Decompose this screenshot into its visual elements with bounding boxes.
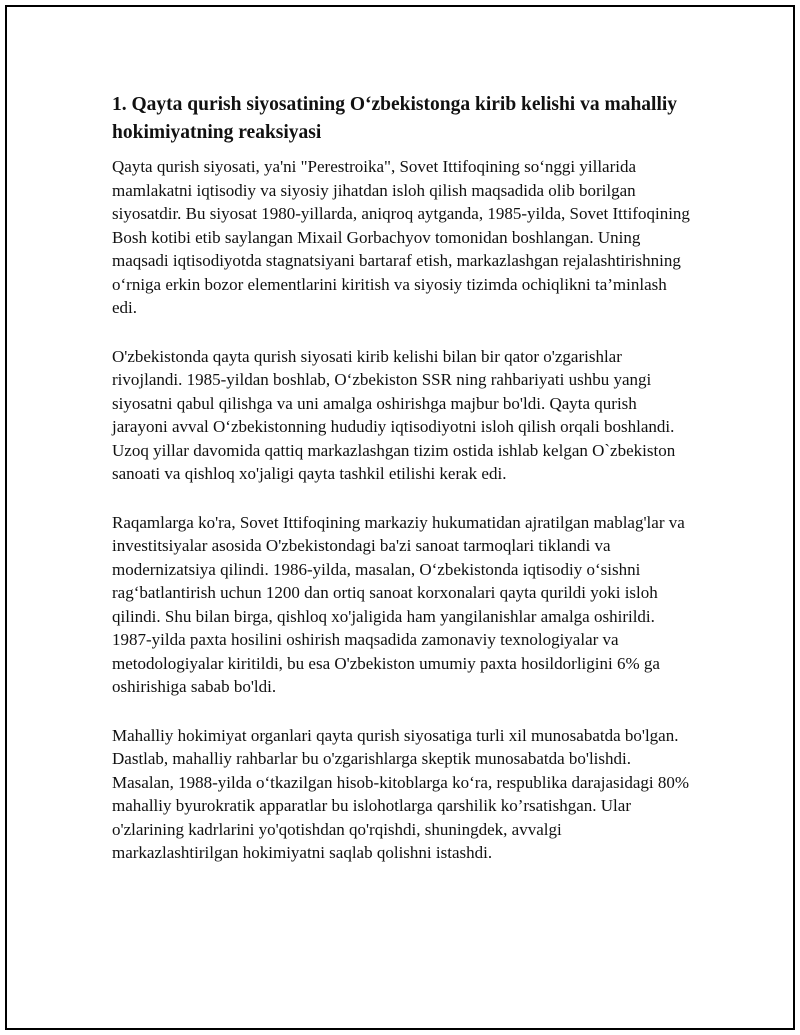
section-heading: 1. Qayta qurish siyosatining O‘zbekistonga kirib kelishi va mahalliy hokimiyatning reaksiyasi <box>112 94 678 143</box>
paragraph-1: Qayta qurish siyosati, ya'ni "Perestroika", Sovet Ittifoqining so‘nggi yillarida mamlakatni iqtisodiy va siyosiy jihatdan isloh qilish maqsadida olib borilgan siyosatdir. Bu siyosat 1980-yillarda, aniqroq aytganda, 1985-yilda, Sovet Ittifoqining Bosh kotibi etib saylangan Mixail Gorbachyov tomonidan boshlangan. Uning maqsadi iqtisodiyotda stagnatsiyani bartaraf etish, markazlashgan rejalashtirishning o‘rniga erkin bozor elementlarini kiritish va siyosiy tizimda ochiqlikni ta’minlash edi. <box>112 157 690 317</box>
paragraph-4: Mahalliy hokimiyat organlari qayta qurish siyosatiga turli xil munosabatda bo'lgan. Dastlab, mahalliy rahbarlar bu o'zgarishlarga skeptik munosabatda bo'lishdi. Masalan, 1988-yilda o‘tkazilgan hisob-kitoblarga ko‘ra, respublika darajasidagi 80% mahalliy byurokratik apparatlar bu islohotlarga qarshilik ko’rsatishgan. Ular o'zlarining kadrlarini yo'qotishdan qo'rqishdi, shuningdek, avvalgi markazlashtirilgan hokimiyatni saqlab qolishni istashdi. <box>112 725 690 862</box>
paragraph-2: O'zbekistonda qayta qurish siyosati kirib kelishi bilan bir qator o'zgarishlar rivojlandi. 1985-yildan boshlab, O‘zbekiston SSR ning rahbariyati ushbu yangi siyosatni qabul qilishga va uni amalga oshirishga majbur bo'ldi. Qayta qurish jarayoni avval O‘zbekistonning hududiy iqtisodiyotni isloh qilish orqali boshlandi. Uzoq yillar davomida qattiq markazlashgan tizim ostida ishlab kelgan O`zbekiston sanoati va qishloq xo'jaligi qayta tashkil etilishi kerak edi. <box>112 346 676 483</box>
document-body <box>112 91 692 890</box>
paragraph-3: Raqamlarga ko'ra, Sovet Ittifoqining markaziy hukumatidan ajratilgan mablag'lar va investitsiyalar asosida O'zbekistondagi ba'zi sanoat tarmoqlari tiklandi va modernizatsiya qilindi. 1986-yilda, masalan, O‘zbekistonda iqtisodiy o‘sishni rag‘batlantirish uchun 1200 dan ortiq sanoat korxonalari qayta qurildi yoki isloh qilindi. Shu bilan birga, qishloq xo'jaligida ham yangilanishlar amalga oshirildi. 1987-yilda paxta hosilini oshirish maqsadida zamonaviy texnologiyalar va metodologiyalar kiritildi, bu esa O'zbekiston umumiy paxta hosildorligini 6% ga oshirishiga sabab bo'ldi. <box>112 512 685 696</box>
